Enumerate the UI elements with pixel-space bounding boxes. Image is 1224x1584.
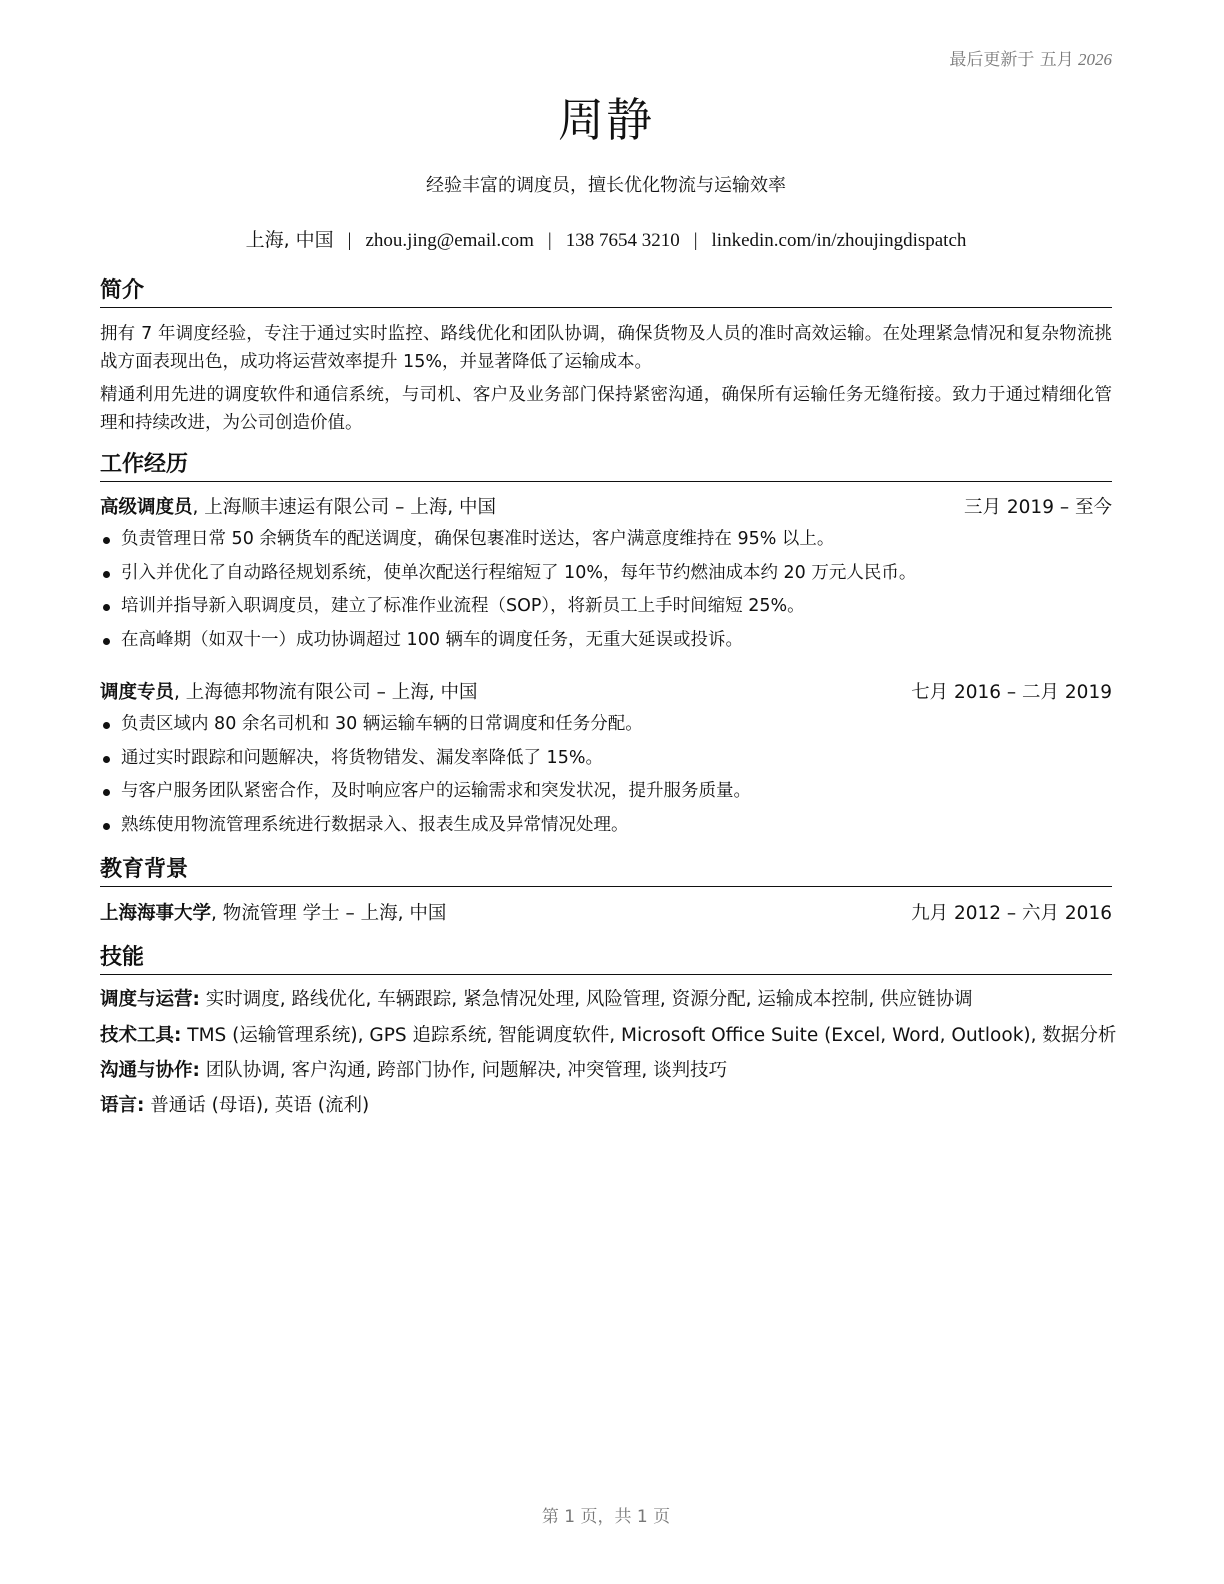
section-title-experience: 工作经历 xyxy=(100,451,1112,482)
job-dates: 三月 2019 – 至今 xyxy=(964,497,1112,518)
job-title-line xyxy=(100,494,496,522)
degree-detail: , 物流管理 学士 – 上海, 中国 xyxy=(211,903,447,924)
list-item xyxy=(100,523,1112,557)
skill-label: 技术工具: xyxy=(100,1025,182,1046)
job-company: , 上海德邦物流有限公司 – 上海, 中国 xyxy=(174,682,478,703)
job-title-line xyxy=(100,679,478,707)
section-title-education: 教育背景 xyxy=(100,856,1112,887)
job-dates: 七月 2016 – 二月 2019 xyxy=(911,682,1112,703)
bullet-dot xyxy=(103,823,110,830)
contact-phone[interactable]: 138 7654 3210 xyxy=(565,230,680,251)
bullet-text: 引入并优化了自动路径规划系统，使单次配送行程缩短了 10%，每年节约燃油成本约 20 万元人民币。 xyxy=(121,562,917,583)
summary-paragraph-2: 精通利用先进的调度软件和通信系统，与司机、客户及业务部门保持紧密沟通，确保所有运输任务无缝衔接。致力于通过精细化管理和持续改进，为公司创造价值。 xyxy=(100,385,1112,433)
bullet-dot xyxy=(103,537,110,544)
contact-email[interactable]: zhou.jing@email.com xyxy=(365,230,534,251)
skill-label: 沟通与协作: xyxy=(100,1060,200,1081)
list-item xyxy=(100,624,1112,658)
list-item xyxy=(100,590,1112,624)
job-role: 调度专员 xyxy=(100,682,175,703)
contact-line xyxy=(100,225,1112,252)
school-name: 上海海事大学 xyxy=(100,903,212,924)
section-title-summary: 简介 xyxy=(100,277,1112,308)
education-line xyxy=(100,900,446,928)
skill-row xyxy=(100,985,1112,1015)
skill-value: 团队协调, 客户沟通, 跨部门协作, 问题解决, 冲突管理, 谈判技巧 xyxy=(199,1060,728,1081)
skill-label: 调度与运营: xyxy=(100,989,200,1010)
last-updated xyxy=(949,45,1112,70)
last-updated-year: 2026 xyxy=(1078,50,1112,69)
job-company: , 上海顺丰速运有限公司 – 上海, 中国 xyxy=(192,497,497,518)
job-role: 高级调度员 xyxy=(100,497,193,518)
job-bullets xyxy=(100,523,1112,657)
bullet-dot xyxy=(103,789,110,796)
list-item xyxy=(100,775,1112,809)
bullet-dot xyxy=(103,722,110,729)
candidate-name: 周静 xyxy=(558,93,654,147)
bullet-text: 培训并指导新入职调度员，建立了标准作业流程（SOP），将新员工上手时间缩短 25%。 xyxy=(121,596,805,616)
education-entry xyxy=(100,900,1112,928)
list-item xyxy=(100,557,1112,591)
contact-separator: | xyxy=(347,230,352,251)
skill-label: 语言: xyxy=(100,1095,145,1116)
job-header xyxy=(100,494,1112,522)
skill-row xyxy=(100,1056,1112,1086)
contact-separator: | xyxy=(693,230,698,251)
resume-page xyxy=(100,0,1117,1584)
skill-value: 普通话 (母语), 英语 (流利) xyxy=(144,1095,370,1116)
skill-row xyxy=(100,1091,1112,1121)
bullet-dot xyxy=(103,756,110,763)
bullet-text: 负责区域内 80 余名司机和 30 辆运输车辆的日常调度和任务分配。 xyxy=(121,714,643,734)
list-item xyxy=(100,708,1112,742)
bullet-text: 通过实时跟踪和问题解决，将货物错发、漏发率降低了 15%。 xyxy=(121,747,603,768)
contact-linkedin[interactable]: linkedin.com/in/zhoujingdispatch xyxy=(711,230,967,251)
contact-separator: | xyxy=(547,230,552,251)
list-item xyxy=(100,809,1112,843)
bullet-dot xyxy=(103,604,110,611)
bullet-text: 熟练使用物流管理系统进行数据录入、报表生成及异常情况处理。 xyxy=(121,814,629,835)
last-updated-label: 最后更新于 五月 xyxy=(949,50,1074,70)
education-dates: 九月 2012 – 六月 2016 xyxy=(911,903,1112,924)
job-header xyxy=(100,679,1112,707)
skill-value: 实时调度, 路线优化, 车辆跟踪, 紧急情况处理, 风险管理, 资源分配, 运输成本控制, 供应链协调 xyxy=(199,989,973,1010)
bullet-text: 在高峰期（如双十一）成功协调超过 100 辆车的调度任务，无重大延误或投诉。 xyxy=(121,629,744,650)
bullet-dot xyxy=(103,571,110,578)
bullet-dot xyxy=(103,638,110,645)
job-bullets xyxy=(100,708,1112,842)
summary-paragraph-1: 拥有 7 年调度经验，专注于通过实时监控、路线优化和团队协调，确保货物及人员的准时高效运输。在处理紧急情况和复杂物流挑战方面表现出色，成功将运营效率提升 15%，并显著降低了运输成本。 xyxy=(100,324,1112,372)
contact-location: 上海, 中国 xyxy=(245,229,334,251)
skill-value: TMS (运输管理系统), GPS 追踪系统, 智能调度软件, Microsoft Office Suite (Excel, Word, Outlook), 数据分析 xyxy=(181,1025,1117,1046)
bullet-text: 与客户服务团队紧密合作，及时响应客户的运输需求和突发状况，提升服务质量。 xyxy=(121,781,751,801)
list-item xyxy=(100,742,1112,776)
section-title-skills: 技能 xyxy=(100,944,1112,975)
tagline: 经验丰富的调度员，擅长优化物流与运输效率 xyxy=(426,175,786,196)
page-footer: 第 1 页，共 1 页 xyxy=(541,1507,671,1527)
bullet-text: 负责管理日常 50 余辆货车的配送调度，确保包裹准时送达，客户满意度维持在 95% 以上。 xyxy=(121,529,835,549)
skill-row xyxy=(100,1021,1117,1051)
